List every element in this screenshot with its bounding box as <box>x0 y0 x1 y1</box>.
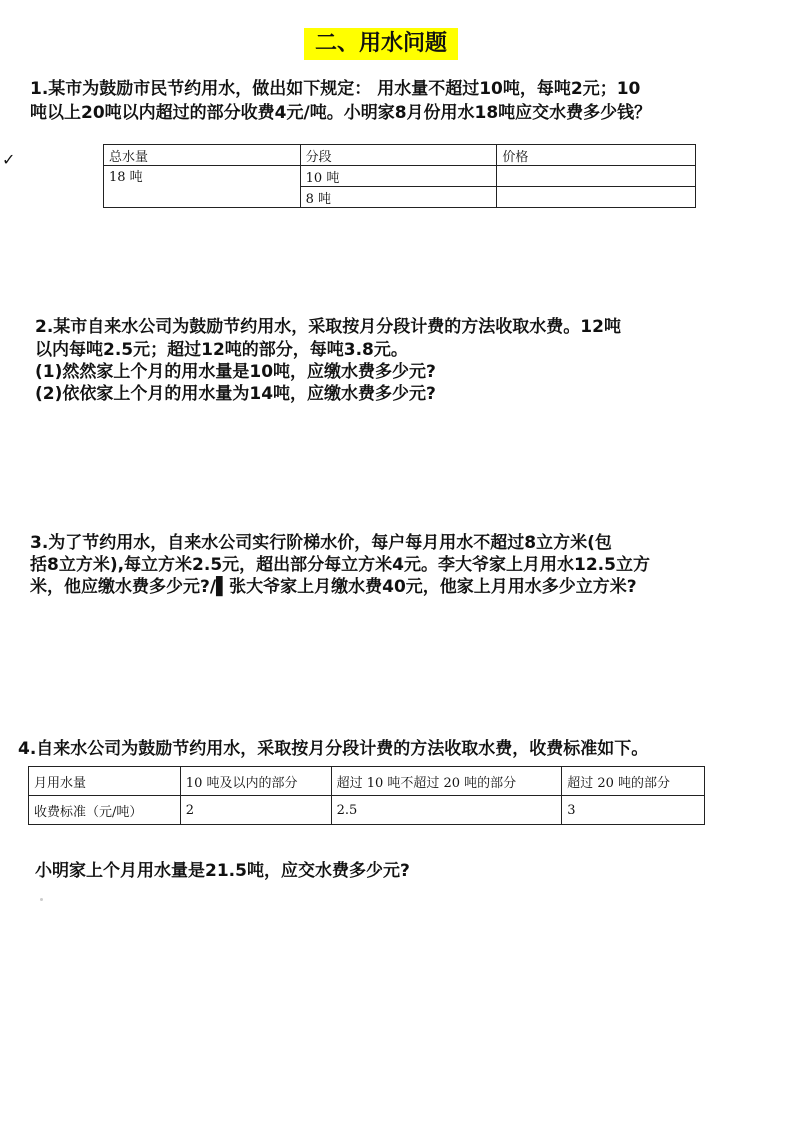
q2-line1: 2.某市自来水公司为鼓励节约用水，采取按月分段计费的方法收取水费。12吨 <box>35 317 621 337</box>
q1-line1: 1.某市为鼓励市民节约用水，做出如下规定： 用水量不超过10吨，每吨2元；10 <box>30 79 641 99</box>
cell-segment-1: 10 吨 <box>300 166 497 187</box>
q2-line2: 以内每吨2.5元；超过12吨的部分，每吨3.8元。 <box>35 340 408 360</box>
table-row <box>104 166 696 187</box>
page-title: 二、用水问题 <box>304 28 458 60</box>
cell-price-2[interactable] <box>497 187 696 208</box>
header-total: 总水量 <box>104 145 301 166</box>
check-mark-icon: ✓ <box>2 150 16 169</box>
table-header-row <box>104 145 696 166</box>
header-monthly-usage: 月用水量 <box>29 767 181 796</box>
cell-segment-2: 8 吨 <box>300 187 497 208</box>
rate-tier-3: 3 <box>562 796 705 825</box>
row-label: 收费标准（元/吨） <box>29 796 181 825</box>
q1-segment-table <box>103 144 696 208</box>
q1-line2: 吨以上20吨以内超过的部分收费4元/吨。小明家8月份用水18吨应交水费多少钱？ <box>30 103 652 123</box>
rate-tier-2: 2.5 <box>331 796 562 825</box>
q4-rate-table <box>28 766 705 825</box>
table-header-row <box>29 767 705 796</box>
header-tier-3: 超过 20 吨的部分 <box>562 767 705 796</box>
cell-total: 18 吨 <box>104 166 301 208</box>
rate-tier-1: 2 <box>180 796 331 825</box>
header-tier-1: 10 吨及以内的部分 <box>180 767 331 796</box>
table-row <box>29 796 705 825</box>
speck <box>40 898 43 901</box>
q4-line1: 4.自来水公司为鼓励节约用水，采取按月分段计费的方法收取水费，收费标准如下。 <box>18 739 649 759</box>
cell-price-1[interactable] <box>497 166 696 187</box>
header-segment: 分段 <box>300 145 497 166</box>
q4-question: 小明家上个月用水量是21.5吨，应交水费多少元? <box>35 861 410 881</box>
q3-line1: 3.为了节约用水，自来水公司实行阶梯水价，每户每月用水不超过8立方米(包 <box>30 533 612 553</box>
q3-line3: 米，他应缴水费多少元?/▌张大爷家上月缴水费40元，他家上月用水多少立方米? <box>30 577 637 597</box>
q2-line3: (1)然然家上个月的用水量是10吨，应缴水费多少元? <box>35 362 436 382</box>
q2-line4: (2)依依家上个月的用水量为14吨，应缴水费多少元? <box>35 384 436 404</box>
q3-line2: 括8立方米),每立方米2.5元，超出部分每立方米4元。李大爷家上月用水12.5立方 <box>30 555 650 575</box>
header-price: 价格 <box>497 145 696 166</box>
header-tier-2: 超过 10 吨不超过 20 吨的部分 <box>331 767 562 796</box>
